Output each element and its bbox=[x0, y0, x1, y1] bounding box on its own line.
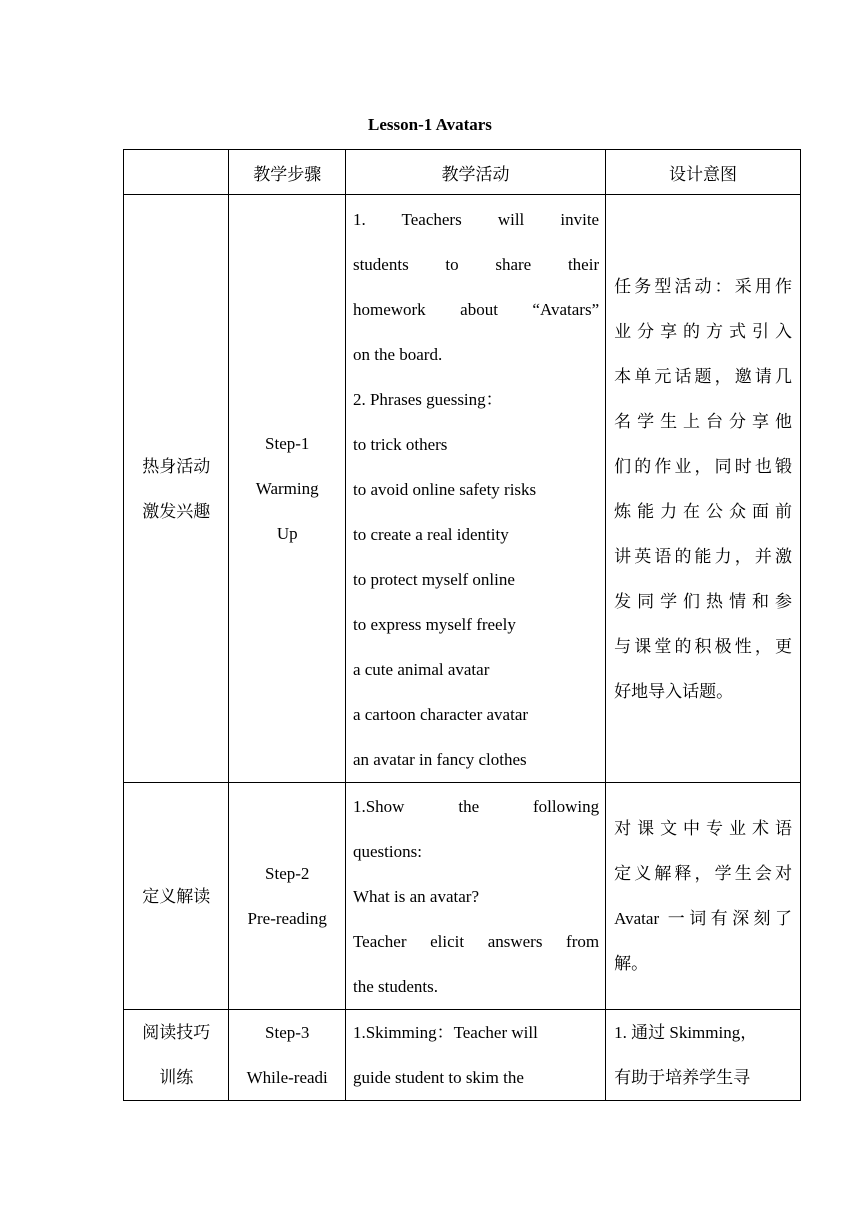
stage-line: 训练 bbox=[159, 1068, 194, 1087]
table-header-row bbox=[124, 150, 801, 195]
purpose-line: 有助于培养学生寻 bbox=[614, 1068, 751, 1087]
stage-cell bbox=[124, 783, 229, 1010]
step-line: Pre-reading bbox=[247, 909, 327, 928]
activity-line: to trick others bbox=[352, 435, 448, 454]
step-line: Step-3 bbox=[265, 1023, 310, 1042]
header-cell-steps: 教学步骤 bbox=[229, 150, 346, 195]
stage-line: 定义解读 bbox=[142, 886, 211, 906]
step-line: While-readi bbox=[246, 1068, 328, 1087]
purpose-cell bbox=[606, 783, 801, 1010]
step-cell bbox=[229, 783, 346, 1010]
activity-line: 1. Teachers will invite bbox=[352, 210, 600, 229]
activity-line: students to share their bbox=[352, 255, 600, 274]
activity-line: to avoid online safety risks bbox=[352, 480, 537, 499]
header-cell-purpose: 设计意图 bbox=[606, 150, 801, 195]
purpose-line: 发同学们热情和参 bbox=[614, 591, 792, 611]
purpose-line: 业分享的方式引入 bbox=[614, 321, 792, 341]
purpose-line: 任务型活动：采用作 bbox=[614, 276, 792, 296]
purpose-line: 定义解释，学生会对 bbox=[614, 864, 792, 883]
lesson-plan-table bbox=[123, 149, 801, 1101]
activity-line: What is an avatar? bbox=[352, 887, 479, 906]
activity-line: 2. Phrases guessing： bbox=[352, 390, 503, 409]
activity-line: guide student to skim the bbox=[352, 1068, 524, 1087]
activity-line: an avatar in fancy clothes bbox=[352, 750, 527, 769]
purpose-cell bbox=[606, 1010, 801, 1101]
activity-line: on the board. bbox=[352, 345, 443, 364]
header-cell-empty bbox=[124, 150, 229, 195]
activity-line: to express myself freely bbox=[352, 615, 516, 634]
purpose-line: 讲英语的能力，并激 bbox=[614, 546, 792, 566]
activity-line: a cute animal avatar bbox=[352, 660, 490, 679]
table-row bbox=[124, 195, 801, 783]
purpose-line: 与课堂的积极性，更 bbox=[614, 636, 792, 656]
step-cell bbox=[229, 1010, 346, 1101]
activity-line: homework about “Avatars” bbox=[352, 300, 600, 319]
activity-line: 1.Show the following bbox=[352, 797, 600, 816]
purpose-line: 好地导入话题。 bbox=[614, 681, 734, 701]
step-line: Step-1 bbox=[265, 434, 310, 453]
step-line: Step-2 bbox=[265, 864, 310, 883]
header-cell-activities: 教学活动 bbox=[345, 150, 605, 195]
step-line: Up bbox=[276, 524, 298, 543]
activity-line: 1.Skimming：Teacher will bbox=[352, 1023, 538, 1042]
step-line: Warming bbox=[255, 479, 319, 498]
table-row bbox=[124, 783, 801, 1010]
purpose-line: 1. 通过 Skimming， bbox=[614, 1023, 758, 1042]
activity-cell bbox=[345, 195, 605, 783]
activity-cell bbox=[345, 1010, 605, 1101]
activity-line: to create a real identity bbox=[352, 525, 509, 544]
step-cell bbox=[229, 195, 346, 783]
purpose-line: 本单元话题，邀请几 bbox=[614, 366, 792, 386]
page-title: Lesson-1 Avatars bbox=[368, 115, 492, 134]
purpose-line: Avatar 一词有深刻了 bbox=[614, 909, 792, 928]
activity-cell bbox=[345, 783, 605, 1010]
purpose-cell bbox=[606, 195, 801, 783]
stage-line: 阅读技巧 bbox=[142, 1023, 211, 1042]
stage-line: 激发兴趣 bbox=[142, 501, 211, 521]
activity-line: a cartoon character avatar bbox=[352, 705, 529, 724]
activity-line: to protect myself online bbox=[352, 570, 515, 589]
activity-line: questions: bbox=[352, 842, 422, 861]
table-row bbox=[124, 1010, 801, 1101]
activity-line: the students. bbox=[352, 977, 438, 996]
purpose-line: 名学生上台分享他 bbox=[614, 411, 792, 431]
purpose-line: 炼能力在公众面前 bbox=[614, 501, 792, 521]
purpose-line: 们的作业，同时也锻 bbox=[614, 456, 792, 476]
activity-line: Teacher elicit answers from bbox=[352, 932, 600, 951]
stage-cell bbox=[124, 195, 229, 783]
purpose-line: 对课文中专业术语 bbox=[614, 819, 792, 838]
purpose-line: 解。 bbox=[614, 954, 649, 973]
stage-line: 热身活动 bbox=[142, 456, 211, 476]
stage-cell bbox=[124, 1010, 229, 1101]
